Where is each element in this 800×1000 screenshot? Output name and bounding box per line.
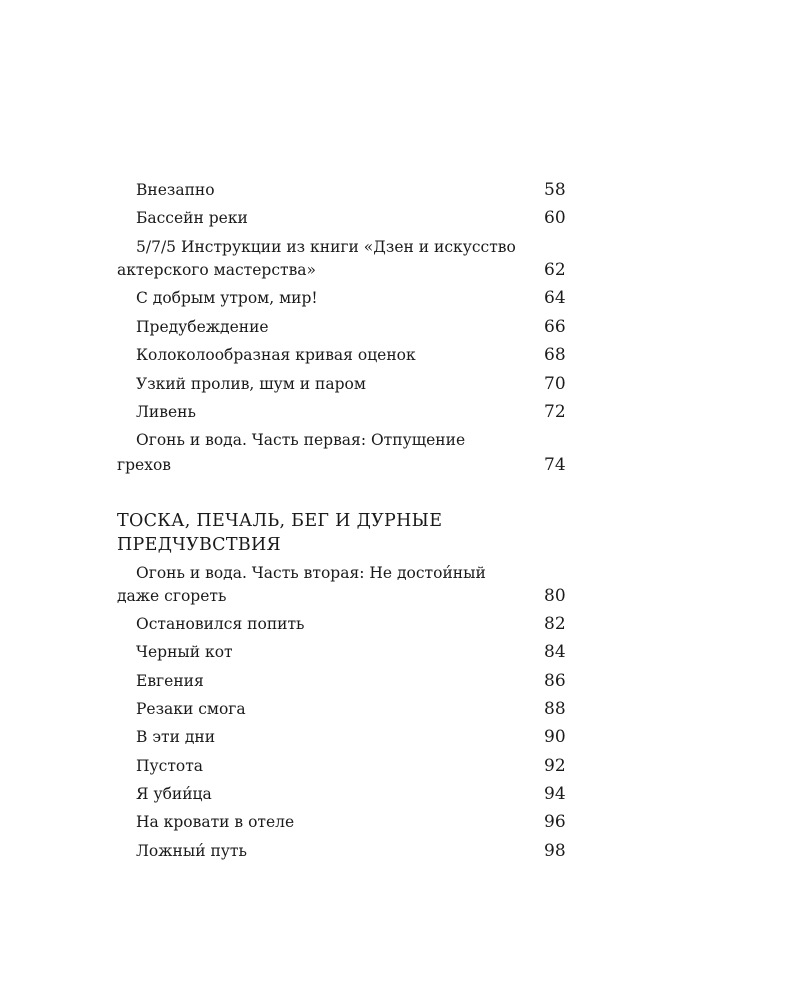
toc-entry-page: 98 (544, 841, 566, 861)
toc-entry-page: 84 (544, 642, 566, 662)
toc-entry-page: 82 (544, 614, 566, 634)
toc-entry-page: 86 (544, 671, 566, 691)
toc-entry-title: Остановился попить (136, 615, 305, 633)
toc-entry-title: Огонь и вода. Часть вторая: Не достои́ный (136, 564, 486, 582)
toc-entry-title: Внезапно (136, 181, 215, 199)
toc-entry-title: Черный кот (136, 643, 233, 661)
toc-entry-title: Пустота (136, 757, 204, 775)
toc-entry-page: 90 (544, 727, 566, 747)
toc-entry-page: 66 (544, 317, 566, 337)
toc-entry-page: 60 (544, 208, 566, 228)
toc-entry-page: 74 (544, 455, 566, 475)
section-heading-continued: ПРЕДЧУВСТВИЯ (117, 535, 281, 555)
toc-entry-title: 5/7/5 Инструкции из книги «Дзен и искусство (136, 238, 516, 256)
toc-entry-page: 68 (544, 345, 566, 365)
toc-entry-title: Бассейн реки (136, 209, 248, 227)
toc-entry-title: Колоколообразная кривая оценок (136, 346, 416, 364)
toc-entry-title: В эти дни (136, 728, 216, 746)
toc-entry-title: Резаки смога (136, 700, 246, 718)
toc-entry-title: С добрым утром, мир! (136, 289, 318, 307)
toc-entry-title: Ложныи́ путь (136, 842, 247, 860)
toc-entry-page: 72 (544, 402, 566, 422)
toc-entry-page: 88 (544, 699, 566, 719)
toc-entry-title: Предубеждение (136, 318, 269, 336)
toc-entry-title: Евгения (136, 672, 204, 690)
toc-entry-title: Я убии́ца (136, 785, 212, 803)
toc-entry-page: 92 (544, 756, 566, 776)
toc-entry-page: 58 (544, 180, 566, 200)
toc-entry-page: 70 (544, 374, 566, 394)
toc-entry-page: 80 (544, 586, 566, 606)
toc-entry-page: 64 (544, 288, 566, 308)
toc-entry-page: 62 (544, 260, 566, 280)
toc-entry-title: Огонь и вода. Часть первая: Отпущение (136, 431, 466, 449)
section-heading: ТОСКА, ПЕЧАЛЬ, БЕГ И ДУРНЫЕ (117, 511, 443, 531)
toc-entry-page: 96 (544, 812, 566, 832)
toc-entry-title: На кровати в отеле (136, 813, 295, 831)
toc-entry-page: 94 (544, 784, 566, 804)
toc-entry-title: Ливень (136, 403, 196, 421)
toc-entry-title: Узкий пролив, шум и паром (136, 375, 366, 393)
toc-entry-title-continued: даже сгореть (117, 587, 227, 605)
toc-entry-title-continued: грехов (117, 456, 172, 474)
toc-entry-title-continued: актерского мастерства» (117, 261, 317, 279)
